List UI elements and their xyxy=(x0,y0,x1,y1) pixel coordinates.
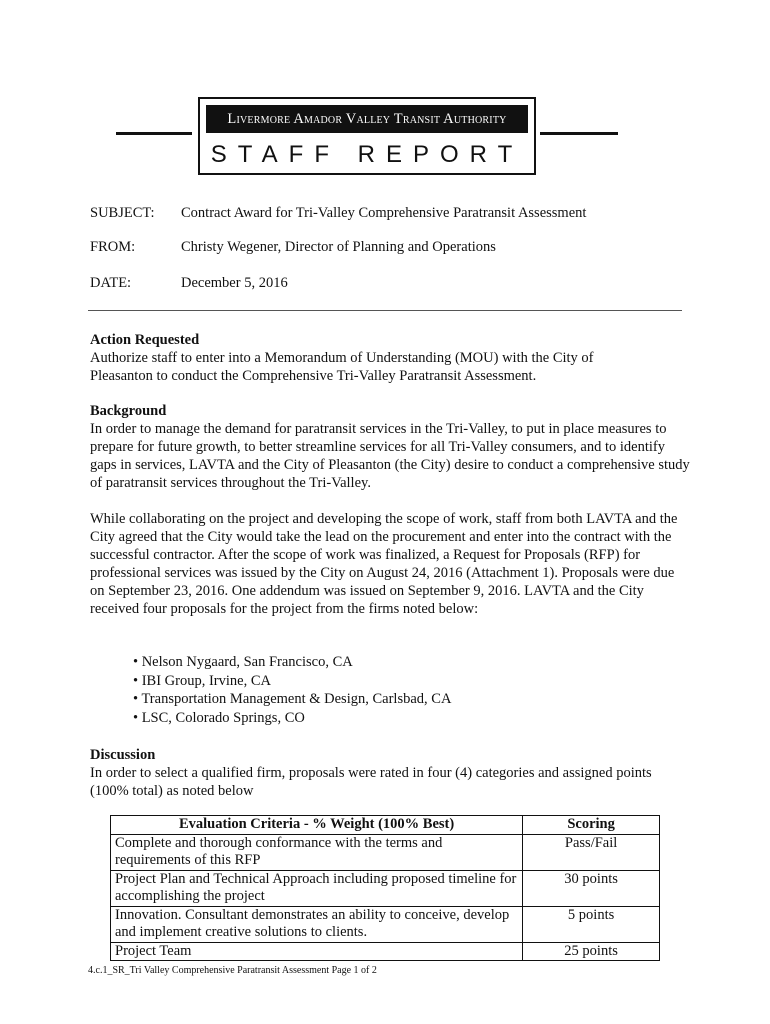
date-value: December 5, 2016 xyxy=(181,275,288,291)
list-item: • Transportation Management & Design, Carlsbad, CA xyxy=(133,690,451,709)
scoring-header: Scoring xyxy=(523,816,660,835)
criteria-cell: Innovation. Consultant demonstrates an ability to conceive, develop and implement creative solutions to clients. xyxy=(111,906,523,942)
header-rule-right xyxy=(540,132,618,135)
divider xyxy=(88,310,682,311)
header-rule-left xyxy=(116,132,192,135)
background-para-1: In order to manage the demand for paratransit services in the Tri-Valley, to put in place measures to prepare for future growth, to better streamline services for all Tri-Valley consumers, and to identify gaps in services, LAVTA and the City of Pleasanton (the City) desire to conduct a comprehensive study of paratransit services throughout the Tri-Valley. xyxy=(90,421,690,491)
score-cell: 30 points xyxy=(523,870,660,906)
report-header xyxy=(198,97,536,175)
score-cell: 5 points xyxy=(523,906,660,942)
table-row xyxy=(111,906,660,942)
criteria-cell: Complete and thorough conformance with the terms and requirements of this RFP xyxy=(111,834,523,870)
discussion-heading: Discussion xyxy=(90,747,156,763)
from-value: Christy Wegener, Director of Planning and Operations xyxy=(181,239,496,255)
criteria-cell: Project Plan and Technical Approach including proposed timeline for accomplishing the project xyxy=(111,870,523,906)
subject-label: SUBJECT: xyxy=(90,205,155,221)
firms-list xyxy=(133,653,451,728)
action-heading: Action Requested xyxy=(90,332,200,348)
table-row xyxy=(111,942,660,961)
list-item: • Nelson Nygaard, San Francisco, CA xyxy=(133,653,451,672)
organization-name: Livermore Amador Valley Transit Authority xyxy=(206,105,528,133)
background-heading: Background xyxy=(90,403,167,419)
list-item: • IBI Group, Irvine, CA xyxy=(133,672,451,691)
table-row xyxy=(111,834,660,870)
date-label: DATE: xyxy=(90,275,132,291)
table-row xyxy=(111,870,660,906)
subject-value: Contract Award for Tri-Valley Comprehensive Paratransit Assessment xyxy=(181,205,587,221)
score-cell: 25 points xyxy=(523,942,660,961)
report-title: STAFF REPORT xyxy=(210,141,524,168)
from-label: FROM: xyxy=(90,239,136,255)
discussion-body: In order to select a qualified firm, proposals were rated in four (4) categories and assigned points (100% total) as noted below xyxy=(90,765,652,799)
background-para-2: While collaborating on the project and developing the scope of work, staff from both LAVTA and the City agreed that the City would take the lead on the procurement and enter into the contract with the successful contractor. After the scope of work was finalized, a Request for Proposals (RFP) for professional services was issued by the City on August 24, 2016 (Attachment 1). Proposals were due on September 23, 2016. One addendum was issued on September 9, 2016. LAVTA and the City received four proposals for the project from the firms noted below: xyxy=(90,511,678,617)
score-cell: Pass/Fail xyxy=(523,834,660,870)
list-item: • LSC, Colorado Springs, CO xyxy=(133,709,451,728)
evaluation-table xyxy=(110,815,660,961)
page-footer: 4.c.1_SR_Tri Valley Comprehensive Paratransit Assessment Page 1 of 2 xyxy=(88,965,377,976)
criteria-header: Evaluation Criteria - % Weight (100% Best) xyxy=(111,816,523,835)
table-header-row xyxy=(111,816,660,835)
action-body: Authorize staff to enter into a Memorandum of Understanding (MOU) with the City of Pleasanton to conduct the Comprehensive Tri-Valley Paratransit Assessment. xyxy=(90,350,594,384)
criteria-cell: Project Team xyxy=(111,942,523,961)
